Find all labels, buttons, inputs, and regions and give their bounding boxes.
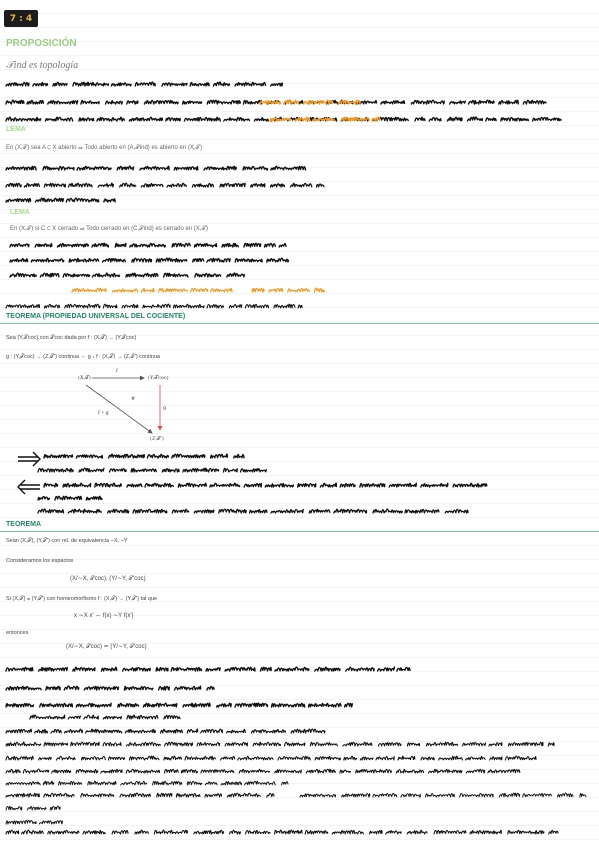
theorem-quotient-line-1: Sea (Y,𝒯coc) con 𝒯coc dada por f : (X,𝒯) → (Y,𝒯coc) xyxy=(6,335,137,341)
theorem-equiv-line-2: Consideramos los espacios xyxy=(6,558,74,564)
theorem-equiv-condition: x ∼X x′ ⇔ f(x) ∼Y f(x′) xyxy=(74,613,134,619)
diagram-label-hash: # xyxy=(131,396,136,402)
lemma-2-statement: En (X,𝒯) si C ⊂ X cerrado ⇒ Todo cerrado en (C,𝒯ind) es cerrado en (X,𝒯) xyxy=(10,226,209,232)
lemma-2-heading: LEMA xyxy=(10,209,30,216)
theorem-quotient-line-2: g : (Y,𝒯coc) → (Z,𝒯′) continua ⇔ g ∘ f : (X,𝒯) → (Z,𝒯′) continua xyxy=(6,354,160,360)
theorem-equiv-heading: TEOREMA xyxy=(6,521,41,528)
diagram-label-f: f xyxy=(116,368,118,374)
lemma-1-statement: En (X,𝒯) sea A ⊂ X abierto ⇒ Todo abierto en (A,𝒯ind) es abierto en (X,𝒯) xyxy=(6,145,203,151)
diagram-label-fg: f ∘ g xyxy=(98,410,109,416)
diagram-label-g: g xyxy=(163,405,167,411)
diagram-node-top-right: (Y,𝒯coc) xyxy=(148,375,169,381)
proposition-subtitle: 𝒯ind es topología xyxy=(6,60,79,71)
implies-left-icon xyxy=(18,480,40,494)
theorem-equiv-line-1: Sean (X,𝒯), (Y,𝒯′) con rel. de equivalencia ∼X, ∼Y xyxy=(6,538,128,544)
theorem-equiv-line-3: Si (X,𝒯) ≃ (Y,𝒯′) con homeomorfismo f : (X,𝒯) → (Y,𝒯′) tal que xyxy=(6,596,158,602)
proposition-heading: PROPOSICIÓN xyxy=(6,38,77,49)
implies-right-icon xyxy=(18,452,40,466)
page-badge: 7 : 4 xyxy=(4,10,38,27)
lemma-1-heading: LEMA xyxy=(6,126,26,133)
diagram-node-top-left: (X,𝒯) xyxy=(78,375,91,381)
theorem-quotient-heading: TEOREMA (PROPIEDAD UNIVERSAL DEL COCIENTE) xyxy=(6,313,186,320)
theorem-equiv-spaces: (X/∼X, 𝒯coc), (Y/∼Y, 𝒯′coc) xyxy=(70,576,146,582)
theorem-equiv-line-4: entonces xyxy=(6,630,29,636)
diagram-node-bottom: (Z,𝒯′) xyxy=(150,436,164,442)
theorem-equiv-conclusion: (X/∼X, 𝒯coc) ≃ (Y/∼Y, 𝒯′coc) xyxy=(66,644,147,650)
